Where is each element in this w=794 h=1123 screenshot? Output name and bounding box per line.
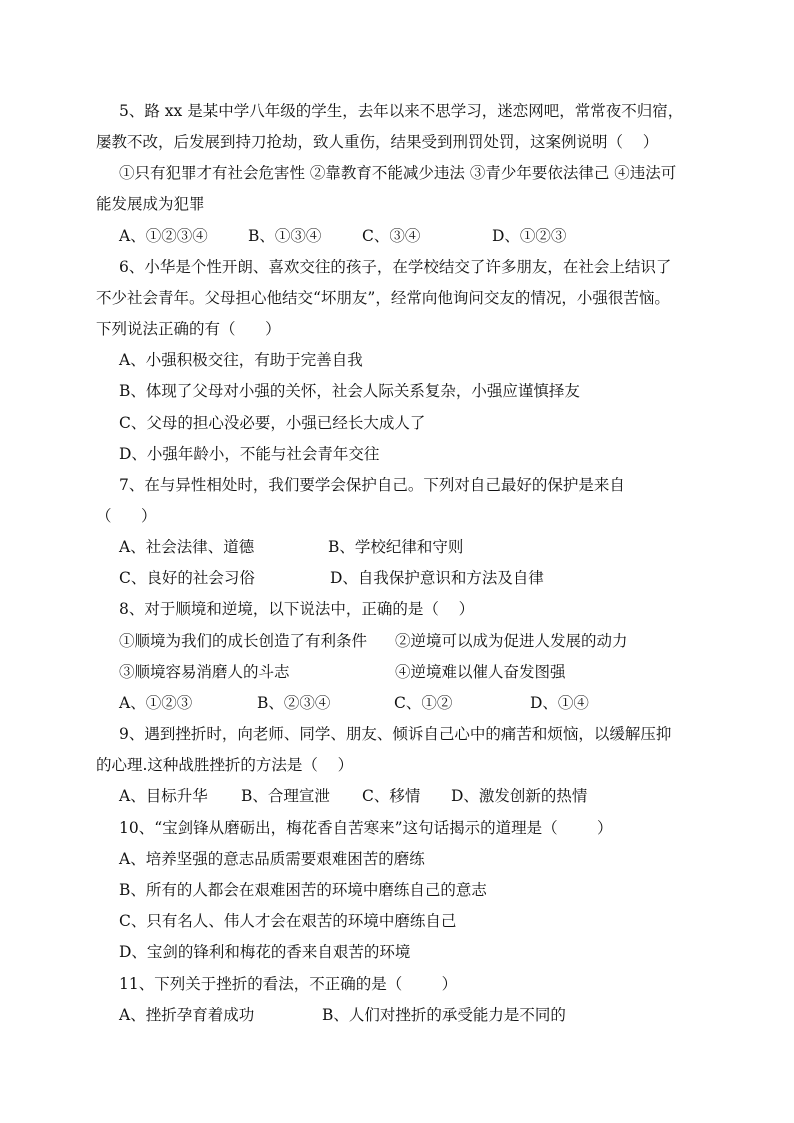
- q5-stem-line2: 屡教不改，后发展到持刀抢劫，致人重伤，结果受到刑罚处罚，这案例说明（ ）: [96, 133, 659, 151]
- q7-option-d: D、自我保护意识和方法及自律: [330, 569, 544, 587]
- q9-stem-line1: 9、遇到挫折时，向老师、同学、朋友、倾诉自己心中的痛苦和烦恼，以缓解压抑: [119, 725, 672, 743]
- q5-option-c: C、③④: [362, 227, 421, 245]
- q5-items-line2: 能发展成为犯罪: [96, 195, 205, 213]
- q5-option-b: B、①③④: [248, 227, 322, 245]
- q10-option-b: B、所有的人都会在艰难困苦的环境中磨练自己的意志: [119, 881, 487, 899]
- q7-option-a: A、社会法律、道德: [119, 538, 255, 556]
- q7-stem-line2: （ ）: [96, 507, 157, 525]
- q10-option-d: D、宝剑的锋利和梅花的香来自艰苦的环境: [119, 943, 411, 961]
- q8-item-1: ①顺境为我们的成长创造了有利条件: [119, 632, 368, 650]
- q6-stem-line2: 不少社会青年。父母担心他结交“坏朋友”，经常向他询问交友的情况，小强很苦恼。: [96, 289, 670, 307]
- q6-stem-line1: 6、小华是个性开朗、喜欢交往的孩子，在学校结交了许多朋友，在社会上结识了: [119, 258, 672, 276]
- q8-option-c: C、①②: [394, 694, 453, 712]
- q9-stem-line2: 的心理.这种战胜挫折的方法是（ ）: [96, 756, 354, 774]
- q9-option-a: A、目标升华: [119, 787, 208, 805]
- q9-option-d: D、激发创新的热情: [451, 787, 588, 805]
- q8-option-b: B、②③④: [257, 694, 331, 712]
- q8-option-d: D、①④: [530, 694, 589, 712]
- q6-option-c: C、父母的担心没必要，小强已经长大成人了: [119, 414, 426, 432]
- q8-stem: 8、对于顺境和逆境，以下说法中，正确的是（ ）: [119, 600, 475, 618]
- q8-item-2: ②逆境可以成为促进人发展的动力: [395, 632, 628, 650]
- q10-option-c: C、只有名人、伟人才会在艰苦的环境中磨练自己: [119, 912, 457, 930]
- q11-option-b: B、人们对挫折的承受能力是不同的: [322, 1006, 566, 1024]
- q7-stem-line1: 7、在与异性相处时，我们要学会保护自己。下列对自己最好的保护是来自: [119, 476, 625, 494]
- q11-stem: 11、下列关于挫折的看法，不正确的是（ ）: [119, 975, 458, 993]
- q9-option-b: B、合理宣泄: [241, 787, 330, 805]
- q7-option-c: C、良好的社会习俗: [119, 569, 255, 587]
- q6-option-d: D、小强年龄小，不能与社会青年交往: [119, 445, 380, 463]
- q8-item-3: ③顺境容易消磨人的斗志: [119, 663, 290, 681]
- q7-option-b: B、学校纪律和守则: [328, 538, 464, 556]
- q6-option-b: B、体现了父母对小强的关怀，社会人际关系复杂，小强应谨慎择友: [119, 382, 580, 400]
- q5-option-d: D、①②③: [492, 227, 567, 245]
- q8-item-4: ④逆境难以催人奋发图强: [395, 663, 566, 681]
- q10-stem: 10、“宝剑锋从磨砺出，梅花香自苦寒来”这句话揭示的道理是（ ）: [119, 819, 613, 837]
- q5-items-line1: ①只有犯罪才有社会危害性 ②靠教育不能减少违法 ③青少年要依法律己 ④违法可: [119, 164, 677, 182]
- q6-option-a: A、小强积极交往，有助于完善自我: [119, 351, 363, 369]
- q5-option-a: A、①②③④: [119, 227, 208, 245]
- q9-option-c: C、移情: [362, 787, 421, 805]
- q6-stem-line3: 下列说法正确的有（ ）: [96, 320, 281, 338]
- q8-option-a: A、①②③: [119, 694, 193, 712]
- q5-stem-line1: 5、路 xx 是某中学八年级的学生，去年以来不思学习，迷恋网吧，常常夜不归宿，: [119, 102, 684, 120]
- q11-option-a: A、挫折孕育着成功: [119, 1006, 255, 1024]
- q10-option-a: A、培养坚强的意志品质需要艰难困苦的磨练: [119, 850, 425, 868]
